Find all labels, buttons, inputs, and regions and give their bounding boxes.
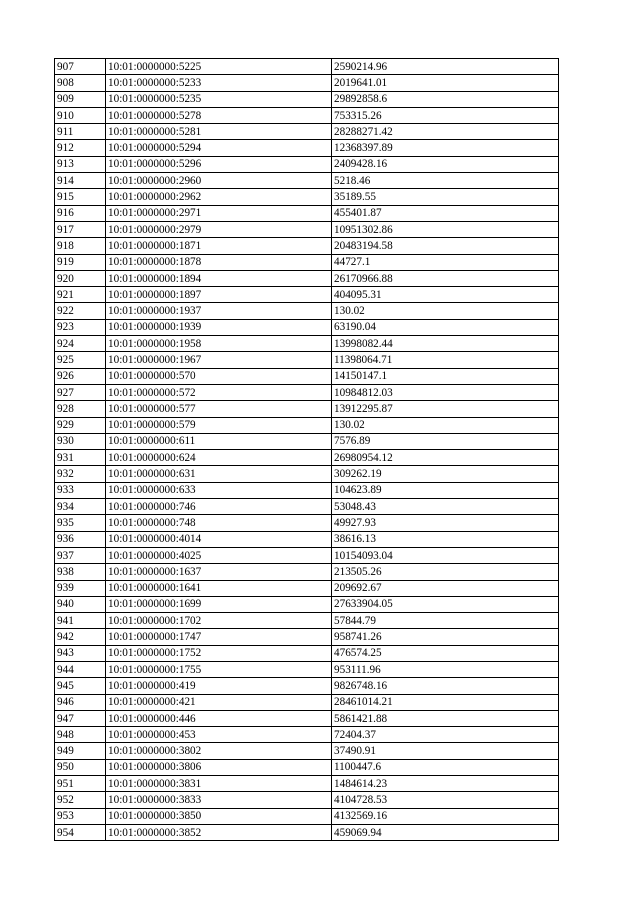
table-row [55,238,559,254]
table-row [55,124,559,140]
row-number-cell: 926 [55,368,106,384]
row-number-cell: 948 [55,727,106,743]
cadastral-number-cell: 10:01:0000000:3802 [106,743,332,759]
row-number-cell: 924 [55,336,106,352]
table-row [55,596,559,612]
cadastral-number-cell: 10:01:0000000:1752 [106,645,332,661]
cadastral-number-cell: 10:01:0000000:5233 [106,75,332,91]
value-cell: 213505.26 [332,564,559,580]
value-cell: 5218.46 [332,173,559,189]
table-row [55,743,559,759]
table-row [55,368,559,384]
table-row [55,710,559,726]
table-row [55,792,559,808]
table-row [55,173,559,189]
cadastral-number-cell: 10:01:0000000:2960 [106,173,332,189]
row-number-cell: 939 [55,580,106,596]
cadastral-number-cell: 10:01:0000000:3850 [106,808,332,824]
table-row [55,352,559,368]
cadastral-number-cell: 10:01:0000000:624 [106,450,332,466]
row-number-cell: 934 [55,499,106,515]
value-cell: 28288271.42 [332,124,559,140]
cadastral-number-cell: 10:01:0000000:1937 [106,303,332,319]
value-cell: 5861421.88 [332,710,559,726]
row-number-cell: 910 [55,107,106,123]
cadastral-number-cell: 10:01:0000000:1641 [106,580,332,596]
table-row [55,661,559,677]
cadastral-number-cell: 10:01:0000000:633 [106,482,332,498]
value-cell: 26170966.88 [332,270,559,286]
table-row [55,694,559,710]
cadastral-number-cell: 10:01:0000000:631 [106,466,332,482]
row-number-cell: 949 [55,743,106,759]
row-number-cell: 943 [55,645,106,661]
table-row [55,499,559,515]
cadastral-number-cell: 10:01:0000000:1967 [106,352,332,368]
cadastral-number-cell: 10:01:0000000:421 [106,694,332,710]
table-row [55,156,559,172]
table-row [55,384,559,400]
value-cell: 63190.04 [332,319,559,335]
row-number-cell: 954 [55,824,106,840]
row-number-cell: 921 [55,287,106,303]
row-number-cell: 937 [55,547,106,563]
row-number-cell: 917 [55,221,106,237]
value-cell: 130.02 [332,417,559,433]
table-row [55,515,559,531]
table-row [55,613,559,629]
row-number-cell: 935 [55,515,106,531]
value-cell: 459069.94 [332,824,559,840]
row-number-cell: 911 [55,124,106,140]
cadastral-number-cell: 10:01:0000000:3833 [106,792,332,808]
value-cell: 53048.43 [332,499,559,515]
value-cell: 10984812.03 [332,384,559,400]
value-cell: 57844.79 [332,613,559,629]
table-row [55,580,559,596]
cadastral-number-cell: 10:01:0000000:419 [106,678,332,694]
value-cell: 13912295.87 [332,401,559,417]
value-cell: 404095.31 [332,287,559,303]
value-cell: 4132569.16 [332,808,559,824]
cadastral-number-cell: 10:01:0000000:1702 [106,613,332,629]
value-cell: 1484614.23 [332,776,559,792]
row-number-cell: 947 [55,710,106,726]
cadastral-number-cell: 10:01:0000000:4014 [106,531,332,547]
row-number-cell: 925 [55,352,106,368]
table-row [55,287,559,303]
table-row [55,547,559,563]
cadastral-number-cell: 10:01:0000000:746 [106,499,332,515]
table-row [55,727,559,743]
value-cell: 953111.96 [332,661,559,677]
cadastral-number-cell: 10:01:0000000:579 [106,417,332,433]
table-row [55,319,559,335]
row-number-cell: 912 [55,140,106,156]
value-cell: 958741.26 [332,629,559,645]
row-number-cell: 913 [55,156,106,172]
row-number-cell: 933 [55,482,106,498]
row-number-cell: 938 [55,564,106,580]
row-number-cell: 936 [55,531,106,547]
table-row [55,564,559,580]
value-cell: 130.02 [332,303,559,319]
value-cell: 104623.89 [332,482,559,498]
value-cell: 44727.1 [332,254,559,270]
cadastral-number-cell: 10:01:0000000:5235 [106,91,332,107]
value-cell: 35189.55 [332,189,559,205]
value-cell: 10154093.04 [332,547,559,563]
cadastral-number-cell: 10:01:0000000:3831 [106,776,332,792]
cadastral-number-cell: 10:01:0000000:1939 [106,319,332,335]
row-number-cell: 940 [55,596,106,612]
table-row [55,401,559,417]
cadastral-number-cell: 10:01:0000000:1897 [106,287,332,303]
cadastral-number-cell: 10:01:0000000:4025 [106,547,332,563]
cadastral-number-cell: 10:01:0000000:570 [106,368,332,384]
value-cell: 455401.87 [332,205,559,221]
row-number-cell: 946 [55,694,106,710]
row-number-cell: 944 [55,661,106,677]
row-number-cell: 945 [55,678,106,694]
row-number-cell: 920 [55,270,106,286]
value-cell: 2019641.01 [332,75,559,91]
row-number-cell: 908 [55,75,106,91]
row-number-cell: 941 [55,613,106,629]
value-cell: 37490.91 [332,743,559,759]
row-number-cell: 919 [55,254,106,270]
table-row [55,776,559,792]
value-cell: 2409428.16 [332,156,559,172]
cadastral-number-cell: 10:01:0000000:577 [106,401,332,417]
row-number-cell: 914 [55,173,106,189]
table-row [55,482,559,498]
value-cell: 20483194.58 [332,238,559,254]
value-cell: 72404.37 [332,727,559,743]
table-row [55,140,559,156]
value-cell: 26980954.12 [332,450,559,466]
row-number-cell: 953 [55,808,106,824]
cadastral-number-cell: 10:01:0000000:1878 [106,254,332,270]
value-cell: 2590214.96 [332,59,559,75]
cadastral-number-cell: 10:01:0000000:446 [106,710,332,726]
table-row [55,107,559,123]
cadastral-number-cell: 10:01:0000000:748 [106,515,332,531]
cadastral-number-cell: 10:01:0000000:1747 [106,629,332,645]
value-cell: 753315.26 [332,107,559,123]
cadastral-number-cell: 10:01:0000000:1871 [106,238,332,254]
cadastral-number-cell: 10:01:0000000:1755 [106,661,332,677]
cadastral-number-cell: 10:01:0000000:5281 [106,124,332,140]
cadastral-number-cell: 10:01:0000000:572 [106,384,332,400]
cadastral-number-cell: 10:01:0000000:5278 [106,107,332,123]
row-number-cell: 907 [55,59,106,75]
value-cell: 9826748.16 [332,678,559,694]
value-cell: 476574.25 [332,645,559,661]
table-row [55,91,559,107]
cadastral-number-cell: 10:01:0000000:1894 [106,270,332,286]
value-cell: 14150147.1 [332,368,559,384]
table-row [55,433,559,449]
value-cell: 4104728.53 [332,792,559,808]
value-cell: 209692.67 [332,580,559,596]
row-number-cell: 942 [55,629,106,645]
row-number-cell: 916 [55,205,106,221]
value-cell: 11398064.71 [332,352,559,368]
row-number-cell: 928 [55,401,106,417]
value-cell: 12368397.89 [332,140,559,156]
value-cell: 7576.89 [332,433,559,449]
table-row [55,759,559,775]
value-cell: 38616.13 [332,531,559,547]
cadastral-number-cell: 10:01:0000000:2971 [106,205,332,221]
table-row [55,678,559,694]
row-number-cell: 930 [55,433,106,449]
value-cell: 1100447.6 [332,759,559,775]
cadastral-number-cell: 10:01:0000000:3806 [106,759,332,775]
cadastral-number-cell: 10:01:0000000:611 [106,433,332,449]
value-cell: 49927.93 [332,515,559,531]
value-cell: 13998082.44 [332,336,559,352]
table-row [55,270,559,286]
value-cell: 10951302.86 [332,221,559,237]
table-row [55,59,559,75]
table-row [55,189,559,205]
value-cell: 27633904.05 [332,596,559,612]
cadastral-number-cell: 10:01:0000000:5225 [106,59,332,75]
row-number-cell: 918 [55,238,106,254]
table-row [55,75,559,91]
row-number-cell: 931 [55,450,106,466]
cadastral-number-cell: 10:01:0000000:5296 [106,156,332,172]
table-row [55,221,559,237]
table-row [55,629,559,645]
cadastral-number-cell: 10:01:0000000:1699 [106,596,332,612]
cadastral-number-cell: 10:01:0000000:1958 [106,336,332,352]
table-row [55,450,559,466]
value-cell: 29892858.6 [332,91,559,107]
table-row [55,417,559,433]
value-cell: 28461014.21 [332,694,559,710]
row-number-cell: 929 [55,417,106,433]
value-cell: 309262.19 [332,466,559,482]
table-row [55,466,559,482]
data-table [54,58,559,841]
table-row [55,531,559,547]
table-row [55,303,559,319]
table-body [55,59,559,841]
row-number-cell: 922 [55,303,106,319]
table-row [55,808,559,824]
row-number-cell: 915 [55,189,106,205]
cadastral-number-cell: 10:01:0000000:453 [106,727,332,743]
cadastral-number-cell: 10:01:0000000:2979 [106,221,332,237]
cadastral-number-cell: 10:01:0000000:2962 [106,189,332,205]
table-row [55,205,559,221]
table-row [55,645,559,661]
row-number-cell: 951 [55,776,106,792]
row-number-cell: 909 [55,91,106,107]
row-number-cell: 927 [55,384,106,400]
row-number-cell: 923 [55,319,106,335]
cadastral-number-cell: 10:01:0000000:1637 [106,564,332,580]
table-row [55,254,559,270]
row-number-cell: 952 [55,792,106,808]
cadastral-number-cell: 10:01:0000000:3852 [106,824,332,840]
row-number-cell: 950 [55,759,106,775]
cadastral-number-cell: 10:01:0000000:5294 [106,140,332,156]
table-row [55,824,559,840]
row-number-cell: 932 [55,466,106,482]
table-row [55,336,559,352]
